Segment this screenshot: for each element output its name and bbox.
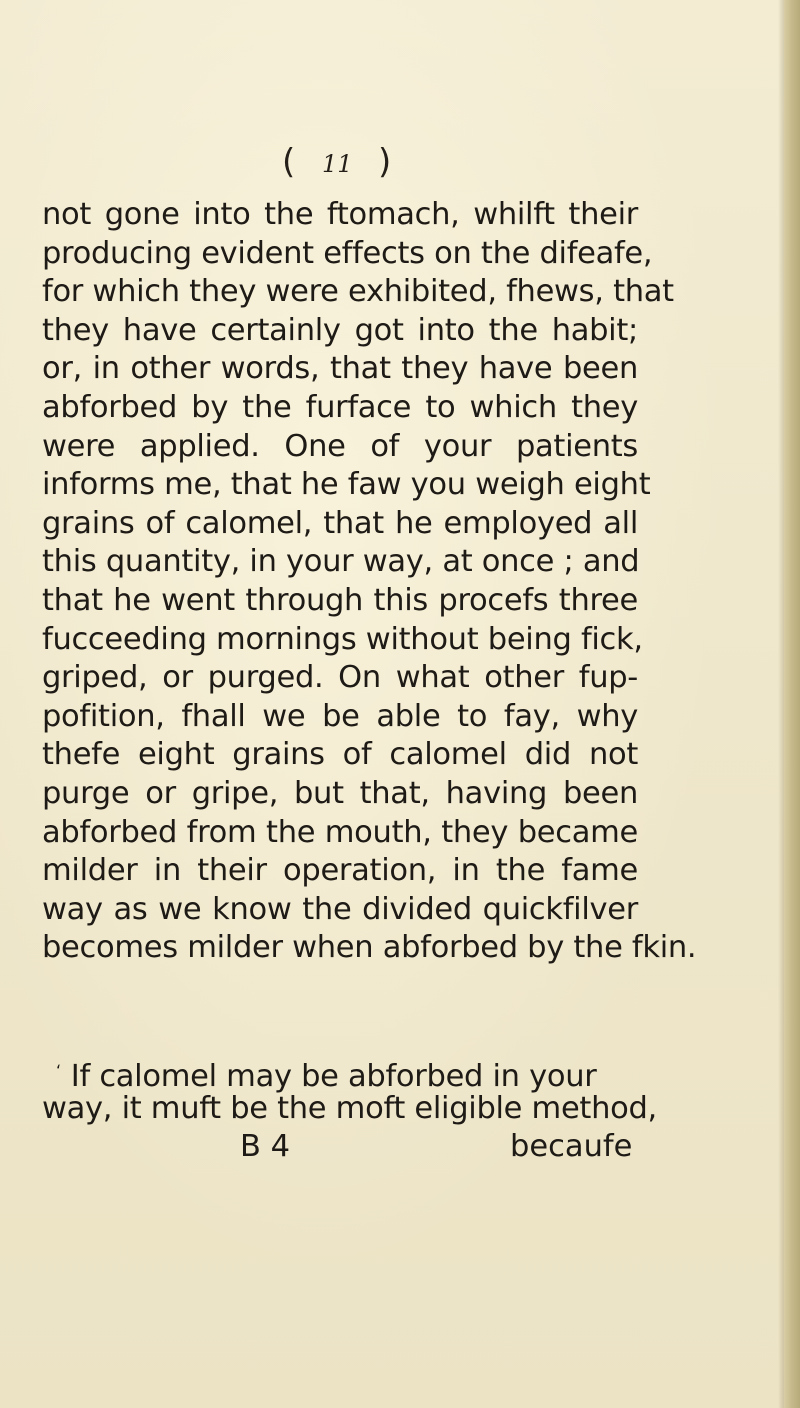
text-line: abforbed by the furface to which they bbox=[42, 389, 638, 425]
text-line: or, in other words, that they have been bbox=[42, 351, 638, 387]
footnote-mark: ‘ bbox=[56, 1061, 61, 1080]
text-line: pofition, fhall we be able to fay, why bbox=[42, 698, 638, 734]
text-line: were applied. One of your patients bbox=[42, 428, 638, 464]
text-line: fucceeding mornings without being fick, bbox=[42, 621, 643, 657]
page-header bbox=[0, 142, 800, 182]
text-line: this quantity, in your way, at once ; and bbox=[42, 544, 640, 580]
text-line: for which they were exhibited, fhews, that bbox=[42, 274, 674, 310]
text-line: way as we know the divided quickfilver bbox=[42, 891, 638, 927]
text-line: becomes milder when abforbed by the fkin. bbox=[42, 930, 697, 966]
text-line: abforbed from the mouth, they became bbox=[42, 814, 638, 850]
footnote-line: way, it muft be the moft eligible method, bbox=[42, 1091, 657, 1126]
text-line: not gone into the ftomach, whilft their bbox=[42, 197, 638, 232]
page-footer bbox=[0, 1128, 800, 1168]
page-edge bbox=[784, 0, 800, 1408]
text-line: thefe eight grains of calomel did not bbox=[42, 737, 638, 773]
header-close-paren: ) bbox=[378, 142, 392, 182]
page-number: 11 bbox=[322, 150, 353, 178]
signature-mark: B 4 bbox=[240, 1129, 291, 1164]
body-text bbox=[42, 196, 697, 968]
header-open-paren: ( bbox=[282, 142, 296, 182]
text-line: producing evident effects on the difeafe, bbox=[42, 235, 653, 271]
catchword: becaufe bbox=[510, 1129, 633, 1164]
text-line: purge or gripe, but that, having been bbox=[42, 775, 638, 811]
text-line: that he went through this procefs three bbox=[42, 582, 638, 618]
footnote-text: If calomel may be abforbed in your bbox=[70, 1059, 597, 1094]
text-line: informs me, that he faw you weigh eight bbox=[42, 467, 651, 503]
text-line: grains of calomel, that he employed all bbox=[42, 505, 638, 541]
text-line: milder in their operation, in the fame bbox=[42, 853, 638, 889]
text-line: they have certainly got into the habit; bbox=[42, 312, 638, 348]
text-line: griped, or purged. On what other fup- bbox=[42, 660, 638, 696]
